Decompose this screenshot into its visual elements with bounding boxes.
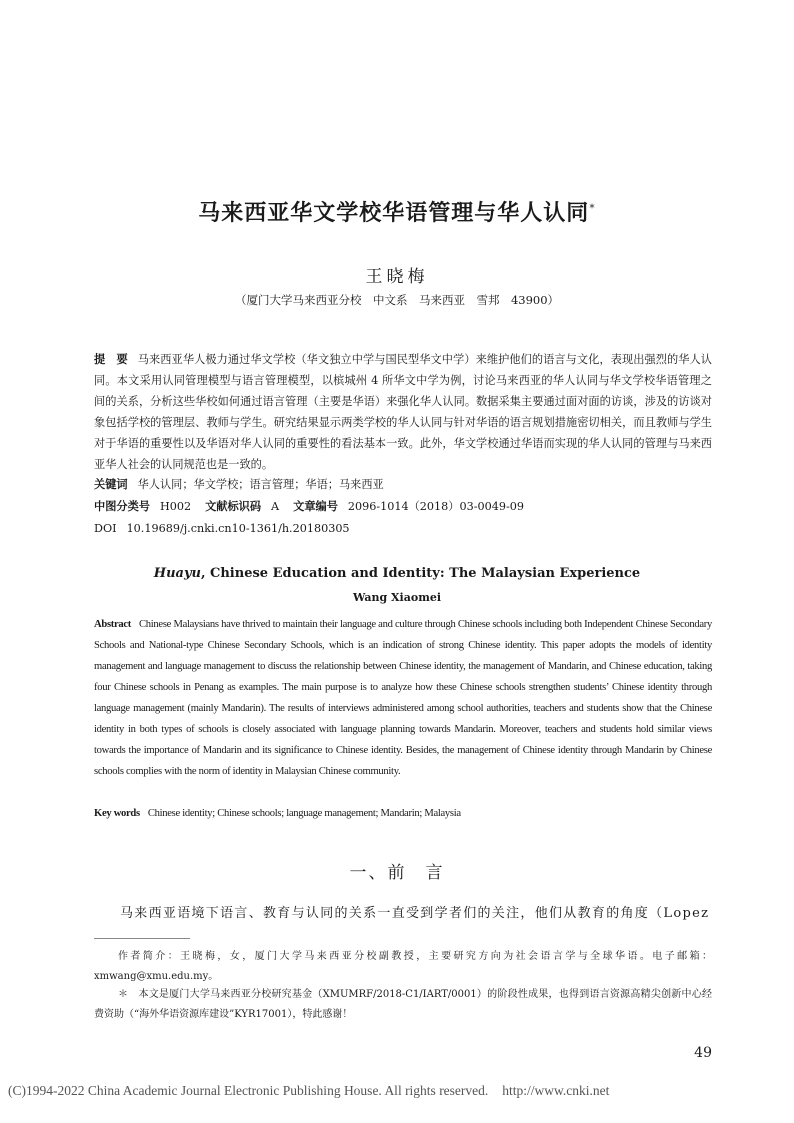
classification-line xyxy=(94,497,712,516)
english-abstract xyxy=(94,614,712,782)
english-author: Wang Xiaomei xyxy=(352,591,442,604)
article-number-label: 文章编号 xyxy=(293,500,338,513)
footnote-author-bio: 作者简介：王晓梅，女，厦门大学马来西亚分校副教授，主要研究方向为社会语言学与全球华语。电子邮箱：xmwang@xmu.edu.my。 xyxy=(94,951,712,982)
english-keywords-label: Key words xyxy=(94,808,140,819)
chinese-keywords xyxy=(94,475,712,494)
article-number-value: 2096-1014（2018）03-0049-09 xyxy=(347,500,524,513)
page-number: 49 xyxy=(694,1045,712,1061)
english-title-rest: , Chinese Education and Identity: The Malaysian Experience xyxy=(200,566,641,581)
english-abstract-label: Abstract xyxy=(94,619,132,630)
english-keywords-text: Chinese identity; Chinese schools; language management; Mandarin; Malaysia xyxy=(147,808,461,819)
author-name: 王晓梅 xyxy=(365,267,429,287)
title-footnote-mark: * xyxy=(589,201,596,215)
paper-title-text: 马来西亚华文学校华语管理与华人认同 xyxy=(198,201,590,226)
section-heading: 一、前 言 xyxy=(349,863,445,883)
english-title xyxy=(0,566,794,581)
body-paragraph: 马来西亚语境下语言、教育与认同的关系一直受到学者们的关注，他们从教育的角度（Lopez xyxy=(120,906,710,921)
footer-url[interactable]: http://www.cnki.net xyxy=(502,1083,610,1098)
english-keywords xyxy=(94,803,712,824)
english-title-italic: Huayu xyxy=(153,566,201,581)
doi-line xyxy=(94,519,712,538)
copyright-text: (C)1994-2022 China Academic Journal Electronic Publishing House. All rights reserved. xyxy=(8,1083,489,1098)
doc-code-label: 文献标识码 xyxy=(205,500,262,513)
doc-code-value: A xyxy=(271,500,280,513)
clc-label: 中图分类号 xyxy=(94,500,150,513)
clc-value: H002 xyxy=(159,500,192,513)
chinese-abstract xyxy=(94,349,712,473)
paper-title xyxy=(0,196,794,227)
english-abstract-text: Chinese Malaysians have thrived to maintain their language and culture through Chinese schools including both Independent Chinese Secondary Schools and National-type Chinese Secondary Schools, which is an indication of strong Chinese identity. This paper adopts the models of identity management and language management to discuss the relationship between Chinese identity, the management of Mandarin, and Chinese education, taking four Chinese schools in Penang as examples. The main purpose is to analyze how these Chinese schools strengthen students’ Chinese identity through language management (mainly Mandarin). The results of interviews administered among school authorities, teachers and students show that the Chinese identity in both types of schools is closely associated with language planning towards Mandarin. Moreover, teachers and students hold similar views towards the importance of Mandarin and its significance to Chinese identity. Besides, the management of Chinese identity through Mandarin by Chinese schools complies with the norm of identity in Malaysian Chinese community. xyxy=(94,619,712,777)
footnote-divider xyxy=(94,938,190,939)
doi-value: 10.19689/j.cnki.cn10-1361/h.20180305 xyxy=(126,522,350,535)
footnote-funding: ＊ 本文是厦门大学马来西亚分校研究基金（XMUMRF/2018-C1/IART/0001）的阶段性成果，也得到语言资源高精尖创新中心经费资助（“海外华语资源库建设”KYR17001），特此感谢！ xyxy=(94,989,712,1020)
chinese-abstract-text: 马来西亚华人极力通过华文学校（华文独立中学与国民型华文中学）来维护他们的语言与文化，表现出强烈的华人认同。本文采用认同管理模型与语言管理模型，以槟城州 4 所华文中学为例，讨论马来西亚的华人认同与华文学校华语管理之间的关系，分析这些华校如何通过语言管理（主要是华语）来强化华人认同。数据采集主要通过面对面的访谈，涉及的访谈对象包括学校的管理层、教师与学生。研究结果显示两类学校的华人认同与针对华语的语言规划措施密切相关，而且教师与学生对于华语的重要性以及华语对华人认同的重要性的看法基本一致。此外，华文学校通过华语而实现的华人认同的管理与马来西亚华人社会的认同规范也是一致的。 xyxy=(94,353,712,471)
chinese-keywords-text: 华人认同；华文学校；语言管理；华语；马来西亚 xyxy=(137,478,384,491)
chinese-keywords-label: 关键词 xyxy=(94,478,128,491)
copyright-footer xyxy=(8,1083,609,1099)
doi-label: DOI xyxy=(94,522,117,535)
chinese-abstract-label: 提 要 xyxy=(94,353,128,366)
author-affiliation: （厦门大学马来西亚分校 中文系 马来西亚 雪邦 43900） xyxy=(234,293,560,307)
